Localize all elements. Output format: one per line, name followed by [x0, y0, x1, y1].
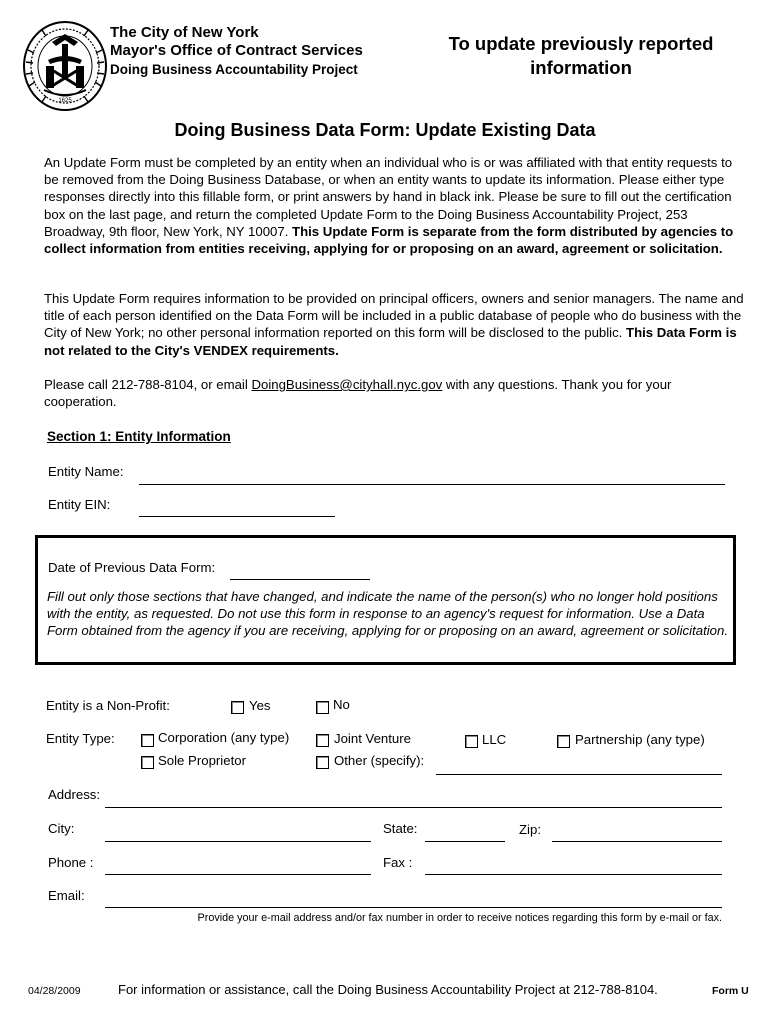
intro-paragraph-3-before: Please call 212-788-8104, or email: [44, 377, 252, 392]
entity-name-label: Entity Name:: [48, 464, 124, 479]
corporation-label: Corporation (any type): [158, 730, 290, 745]
sole-proprietor-label: Sole Proprietor: [158, 753, 246, 768]
footer-date: 04/28/2009: [28, 985, 81, 997]
address-label: Address:: [48, 787, 101, 802]
city-field[interactable]: [105, 841, 371, 842]
nyc-seal-icon: [22, 20, 108, 112]
address-field[interactable]: [105, 807, 722, 808]
entity-ein-field[interactable]: [139, 516, 335, 517]
header-city: The City of New York: [110, 24, 259, 41]
email-field[interactable]: [105, 907, 722, 908]
sole-proprietor-checkbox[interactable]: [141, 756, 154, 769]
other-specify-field[interactable]: [436, 774, 722, 775]
intro-paragraph-2-text: This Update Form requires information to be provided on principal officers, owners and senior managers. The name and title of each person identified on the Data Form will be included in a public database of people who do business with the City of New York; no other personal information reported on this form will be disclosed to the public.: [44, 291, 744, 341]
joint-venture-label: Joint Venture: [334, 731, 411, 746]
date-previous-field[interactable]: [230, 579, 370, 580]
header-office: Mayor's Office of Contract Services: [110, 42, 363, 59]
intro-paragraph-1: [44, 154, 744, 257]
state-field[interactable]: [425, 841, 505, 842]
partnership-checkbox[interactable]: [557, 735, 570, 748]
zip-field[interactable]: [552, 841, 722, 842]
contact-note: Provide your e-mail address and/or fax number in order to receive notices regarding this form by e-mail or fax.: [197, 912, 722, 924]
phone-field[interactable]: [105, 874, 371, 875]
nonprofit-no-label: No: [333, 697, 350, 712]
form-title: Doing Business Data Form: Update Existing Data: [174, 120, 596, 140]
partnership-label: Partnership (any type): [575, 732, 705, 747]
other-checkbox[interactable]: [316, 756, 329, 769]
nonprofit-label: Entity is a Non-Profit:: [46, 698, 170, 713]
entity-ein-label: Entity EIN:: [48, 497, 111, 512]
zip-label: Zip:: [519, 822, 541, 837]
intro-paragraph-1-bold: This Update Form is separate from the form distributed by agencies to collect information from entities receiving, applying for or proposing on an award, agreement or solicitation.: [44, 223, 734, 257]
nonprofit-no-checkbox[interactable]: [316, 701, 329, 714]
update-title-line1: To update previously reported: [448, 33, 714, 54]
date-previous-label: Date of Previous Data Form:: [48, 560, 216, 575]
llc-label: LLC: [482, 732, 507, 747]
fax-label: Fax :: [383, 855, 413, 870]
corporation-checkbox[interactable]: [141, 734, 154, 747]
intro-paragraph-3-after: with any questions. Thank you for your cooperation.: [44, 377, 672, 410]
llc-checkbox[interactable]: [465, 735, 478, 748]
phone-label: Phone :: [48, 855, 94, 870]
update-title-line2: information: [530, 57, 632, 78]
nonprofit-yes-checkbox[interactable]: [231, 701, 244, 714]
seal-year: 1625: [58, 98, 72, 104]
state-label: State:: [383, 821, 418, 836]
intro-paragraph-2: [44, 290, 744, 359]
box-instructions: Fill out only those sections that have changed, and indicate the name of the person(s) who no longer hold positions with the entity, as requested. Do not use this form in response to an agency's request for information. Use a Data Form obtained from the agency if you are receiving, applying for or proposing on an award, agreement or solicitation.: [47, 589, 728, 639]
section-1-title: Section 1: Entity Information: [47, 429, 231, 444]
intro-paragraph-3: [44, 376, 744, 410]
other-label: Other (specify):: [334, 753, 425, 768]
fax-field[interactable]: [425, 874, 722, 875]
city-label: City:: [48, 821, 75, 836]
nonprofit-yes-label: Yes: [249, 698, 271, 713]
intro-paragraph-1-text: An Update Form must be completed by an entity when an individual who is or was affiliated with that entity requests to be removed from the Doing Business Database, or when an entity wants to update its information. Please either type responses directly into this fillable form, or print answers by hand in black ink. Please be sure to fill out the certification box on the last page, and return the completed Update Form to the Doing Business Accountability Project, 253 Broadway, 9th floor, New York, NY 10007.: [44, 155, 733, 239]
footer-form-id: Form U: [712, 985, 749, 997]
header-project: Doing Business Accountability Project: [110, 62, 358, 77]
intro-paragraph-2-bold: This Data Form is not related to the City's VENDEX requirements.: [44, 325, 737, 358]
entity-type-label: Entity Type:: [46, 731, 115, 746]
joint-venture-checkbox[interactable]: [316, 734, 329, 747]
update-title: [400, 32, 762, 80]
footer-assistance: For information or assistance, call the Doing Business Accountability Project at 212-788-8104.: [118, 982, 658, 997]
email-link[interactable]: DoingBusiness@cityhall.nyc.gov: [251, 377, 443, 392]
email-label: Email:: [48, 888, 85, 903]
entity-name-field[interactable]: [139, 484, 725, 485]
